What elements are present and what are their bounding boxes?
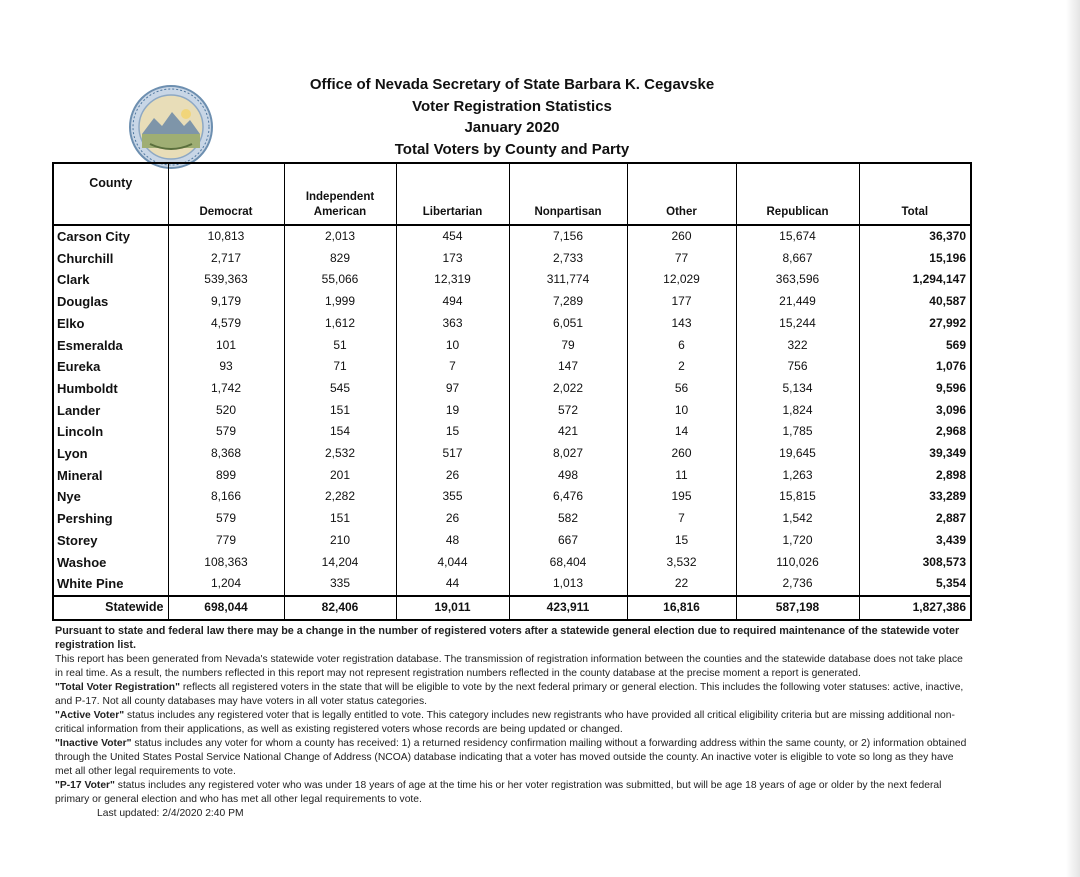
cell-other: 14 bbox=[627, 421, 736, 443]
cell-republican: 8,667 bbox=[736, 248, 859, 270]
table-row bbox=[53, 552, 971, 574]
table-row bbox=[53, 443, 971, 465]
active-voter-term: "Active Voter" bbox=[55, 710, 125, 721]
col-header-democrat: Democrat bbox=[168, 163, 284, 225]
cell-independent-american: 210 bbox=[284, 530, 396, 552]
cell-libertarian: 48 bbox=[396, 530, 509, 552]
report-period: January 2020 bbox=[464, 119, 560, 136]
cell-republican: 1,720 bbox=[736, 530, 859, 552]
cell-total: 308,573 bbox=[859, 552, 971, 574]
cell-democrat: 579 bbox=[168, 421, 284, 443]
cell-other: 10 bbox=[627, 400, 736, 422]
cell-county: Nye bbox=[53, 486, 168, 508]
cell-county: White Pine bbox=[53, 573, 168, 596]
cell-independent-american: 154 bbox=[284, 421, 396, 443]
cell-county: Pershing bbox=[53, 508, 168, 530]
table-row bbox=[53, 313, 971, 335]
col-header-ia-line2: American bbox=[313, 206, 367, 218]
cell-libertarian: 12,319 bbox=[396, 269, 509, 291]
cell-county: Clark bbox=[53, 269, 168, 291]
table-row bbox=[53, 335, 971, 357]
cell-independent-american: 151 bbox=[284, 508, 396, 530]
cell-total: 5,354 bbox=[859, 573, 971, 596]
cell-independent-american: 545 bbox=[284, 378, 396, 400]
cell-nonpartisan: 1,013 bbox=[509, 573, 627, 596]
cell-nonpartisan: 2,733 bbox=[509, 248, 627, 270]
cell-libertarian: 355 bbox=[396, 486, 509, 508]
cell-republican: 15,244 bbox=[736, 313, 859, 335]
cell-republican: 322 bbox=[736, 335, 859, 357]
cell-republican: 587,198 bbox=[736, 596, 859, 620]
cell-total: 27,992 bbox=[859, 313, 971, 335]
voter-registration-table bbox=[52, 162, 972, 621]
table-title: Total Voters by County and Party bbox=[394, 140, 630, 158]
p17-voter-text: status includes any registered voter who was under 18 years of age at the time his or her voter registration was submitted, but will be age 18 years of age or older by the next federal primary or general election and who has met all other legal requirements to vote. bbox=[55, 780, 942, 805]
col-header-total: Total bbox=[859, 163, 971, 225]
page-edge-shadow bbox=[1066, 0, 1080, 877]
cell-independent-american: 51 bbox=[284, 335, 396, 357]
cell-nonpartisan: 7,289 bbox=[509, 291, 627, 313]
cell-total: 39,349 bbox=[859, 443, 971, 465]
cell-independent-american: 2,532 bbox=[284, 443, 396, 465]
cell-democrat: 93 bbox=[168, 356, 284, 378]
cell-democrat: 9,179 bbox=[168, 291, 284, 313]
cell-other: 195 bbox=[627, 486, 736, 508]
table-row bbox=[53, 378, 971, 400]
cell-independent-american: 2,282 bbox=[284, 486, 396, 508]
cell-county: Douglas bbox=[53, 291, 168, 313]
cell-total: 15,196 bbox=[859, 248, 971, 270]
cell-democrat: 4,579 bbox=[168, 313, 284, 335]
cell-independent-american: 829 bbox=[284, 248, 396, 270]
cell-county: Humboldt bbox=[53, 378, 168, 400]
cell-other: 2 bbox=[627, 356, 736, 378]
cell-county: Washoe bbox=[53, 552, 168, 574]
cell-total: 9,596 bbox=[859, 378, 971, 400]
cell-other: 177 bbox=[627, 291, 736, 313]
nevada-state-seal-icon bbox=[128, 84, 214, 170]
table-row bbox=[53, 573, 971, 596]
cell-democrat: 2,717 bbox=[168, 248, 284, 270]
cell-other: 15 bbox=[627, 530, 736, 552]
cell-democrat: 101 bbox=[168, 335, 284, 357]
cell-democrat: 10,813 bbox=[168, 225, 284, 248]
cell-other: 260 bbox=[627, 225, 736, 248]
cell-democrat: 1,204 bbox=[168, 573, 284, 596]
cell-independent-american: 335 bbox=[284, 573, 396, 596]
report-name: Voter Registration Statistics bbox=[412, 97, 612, 115]
cell-nonpartisan: 68,404 bbox=[509, 552, 627, 574]
cell-nonpartisan: 311,774 bbox=[509, 269, 627, 291]
col-header-independent-american bbox=[284, 163, 396, 225]
cell-republican: 1,542 bbox=[736, 508, 859, 530]
cell-libertarian: 454 bbox=[396, 225, 509, 248]
cell-democrat: 8,368 bbox=[168, 443, 284, 465]
cell-democrat: 539,363 bbox=[168, 269, 284, 291]
cell-total: 40,587 bbox=[859, 291, 971, 313]
cell-other: 7 bbox=[627, 508, 736, 530]
cell-nonpartisan: 79 bbox=[509, 335, 627, 357]
cell-libertarian: 15 bbox=[396, 421, 509, 443]
inactive-voter-text: status includes any voter for whom a county has received: 1) a returned residency confirmation mailing without a forwarding address within the same county, or 2) information obtained through the United States Postal Service National Change of Address (NCOA) database indicating that a voter has moved outside the county. An inactive voter is eligible to vote so long as they have met all other legal requirements to vote. bbox=[55, 738, 967, 777]
cell-other: 11 bbox=[627, 465, 736, 487]
col-header-ia-line1: Independent bbox=[305, 191, 375, 203]
cell-republican: 19,645 bbox=[736, 443, 859, 465]
cell-libertarian: 97 bbox=[396, 378, 509, 400]
col-header-other: Other bbox=[627, 163, 736, 225]
cell-republican: 110,026 bbox=[736, 552, 859, 574]
cell-nonpartisan: 498 bbox=[509, 465, 627, 487]
col-header-libertarian: Libertarian bbox=[396, 163, 509, 225]
cell-independent-american: 82,406 bbox=[284, 596, 396, 620]
cell-other: 77 bbox=[627, 248, 736, 270]
last-updated: Last updated: 2/4/2020 2:40 PM bbox=[97, 808, 244, 819]
table-row bbox=[53, 291, 971, 313]
table-row bbox=[53, 356, 971, 378]
cell-other: 143 bbox=[627, 313, 736, 335]
col-header-republican: Republican bbox=[736, 163, 859, 225]
cell-nonpartisan: 8,027 bbox=[509, 443, 627, 465]
cell-independent-american: 55,066 bbox=[284, 269, 396, 291]
total-voter-term: "Total Voter Registration" bbox=[55, 682, 180, 693]
cell-other: 22 bbox=[627, 573, 736, 596]
table-body bbox=[53, 225, 971, 620]
cell-county: Mineral bbox=[53, 465, 168, 487]
cell-total: 2,968 bbox=[859, 421, 971, 443]
cell-nonpartisan: 421 bbox=[509, 421, 627, 443]
cell-democrat: 579 bbox=[168, 508, 284, 530]
cell-republican: 2,736 bbox=[736, 573, 859, 596]
table-row bbox=[53, 269, 971, 291]
cell-total: 33,289 bbox=[859, 486, 971, 508]
cell-total: 1,076 bbox=[859, 356, 971, 378]
cell-democrat: 8,166 bbox=[168, 486, 284, 508]
cell-other: 3,532 bbox=[627, 552, 736, 574]
cell-nonpartisan: 2,022 bbox=[509, 378, 627, 400]
active-voter-definition bbox=[55, 709, 970, 737]
total-voter-text: reflects all registered voters in the state that will be eligible to vote by the next federal primary or general election. This includes the following voter statuses: active, inactive, and P-17. Not all county databases may have voters in all voter status categories. bbox=[55, 682, 964, 707]
cell-nonpartisan: 147 bbox=[509, 356, 627, 378]
cell-total: 1,827,386 bbox=[859, 596, 971, 620]
report-disclaimer: This report has been generated from Nevada's statewide voter registration database. The transmission of registration information between the counties and the statewide database does not take place in real time. As a result, the numbers reflected in this report may not represent registration numbers reflected in the county database at the precise moment a report is generated. bbox=[55, 654, 963, 679]
cell-independent-american: 71 bbox=[284, 356, 396, 378]
cell-other: 16,816 bbox=[627, 596, 736, 620]
col-header-county: County bbox=[53, 163, 168, 225]
table-row bbox=[53, 486, 971, 508]
table-row bbox=[53, 248, 971, 270]
cell-total: 2,898 bbox=[859, 465, 971, 487]
cell-libertarian: 10 bbox=[396, 335, 509, 357]
cell-democrat: 520 bbox=[168, 400, 284, 422]
cell-county: Carson City bbox=[53, 225, 168, 248]
cell-nonpartisan: 6,051 bbox=[509, 313, 627, 335]
cell-total: 3,439 bbox=[859, 530, 971, 552]
table-header-row bbox=[53, 163, 971, 225]
report-title-block bbox=[262, 74, 762, 160]
cell-total: 36,370 bbox=[859, 225, 971, 248]
cell-nonpartisan: 667 bbox=[509, 530, 627, 552]
cell-independent-american: 201 bbox=[284, 465, 396, 487]
cell-democrat: 779 bbox=[168, 530, 284, 552]
p17-voter-definition bbox=[55, 779, 970, 807]
active-voter-text: status includes any registered voter that is legally entitled to vote. This category includes new registrants who have provided all critical eligibility criteria but are missing additional non-critical information from their applications, as well as existing registered voters whose records are being updated or changed. bbox=[55, 710, 955, 735]
cell-republican: 756 bbox=[736, 356, 859, 378]
cell-democrat: 108,363 bbox=[168, 552, 284, 574]
cell-county: Lincoln bbox=[53, 421, 168, 443]
cell-independent-american: 1,999 bbox=[284, 291, 396, 313]
footnotes bbox=[55, 624, 970, 821]
cell-total: 3,096 bbox=[859, 400, 971, 422]
cell-libertarian: 4,044 bbox=[396, 552, 509, 574]
maintenance-notice: Pursuant to state and federal law there may be a change in the number of registered voters after a statewide general election due to required maintenance of the statewide voter registration list. bbox=[55, 625, 960, 651]
cell-total: 2,887 bbox=[859, 508, 971, 530]
cell-independent-american: 14,204 bbox=[284, 552, 396, 574]
cell-county: Storey bbox=[53, 530, 168, 552]
inactive-voter-term: "Inactive Voter" bbox=[55, 738, 132, 749]
cell-republican: 21,449 bbox=[736, 291, 859, 313]
table-row bbox=[53, 530, 971, 552]
cell-republican: 15,674 bbox=[736, 225, 859, 248]
cell-total: 569 bbox=[859, 335, 971, 357]
inactive-voter-definition bbox=[55, 737, 970, 779]
cell-other: 260 bbox=[627, 443, 736, 465]
cell-other: 56 bbox=[627, 378, 736, 400]
cell-total: 1,294,147 bbox=[859, 269, 971, 291]
total-voter-definition bbox=[55, 681, 970, 709]
cell-nonpartisan: 7,156 bbox=[509, 225, 627, 248]
cell-nonpartisan: 423,911 bbox=[509, 596, 627, 620]
office-title: Office of Nevada Secretary of State Barbara K. Cegavske bbox=[309, 76, 715, 93]
table-row bbox=[53, 508, 971, 530]
cell-libertarian: 517 bbox=[396, 443, 509, 465]
cell-other: 6 bbox=[627, 335, 736, 357]
cell-county: Statewide bbox=[53, 596, 168, 620]
cell-libertarian: 363 bbox=[396, 313, 509, 335]
table-row bbox=[53, 225, 971, 248]
cell-republican: 1,263 bbox=[736, 465, 859, 487]
cell-democrat: 899 bbox=[168, 465, 284, 487]
cell-republican: 5,134 bbox=[736, 378, 859, 400]
cell-nonpartisan: 6,476 bbox=[509, 486, 627, 508]
cell-nonpartisan: 582 bbox=[509, 508, 627, 530]
cell-county: Churchill bbox=[53, 248, 168, 270]
table-row bbox=[53, 400, 971, 422]
table-row bbox=[53, 465, 971, 487]
statewide-row bbox=[53, 596, 971, 620]
cell-democrat: 1,742 bbox=[168, 378, 284, 400]
cell-independent-american: 151 bbox=[284, 400, 396, 422]
cell-county: Elko bbox=[53, 313, 168, 335]
cell-republican: 1,824 bbox=[736, 400, 859, 422]
cell-county: Lander bbox=[53, 400, 168, 422]
cell-county: Esmeralda bbox=[53, 335, 168, 357]
cell-republican: 15,815 bbox=[736, 486, 859, 508]
cell-libertarian: 19 bbox=[396, 400, 509, 422]
p17-voter-term: "P-17 Voter" bbox=[55, 780, 115, 791]
cell-county: Lyon bbox=[53, 443, 168, 465]
col-header-nonpartisan: Nonpartisan bbox=[509, 163, 627, 225]
cell-other: 12,029 bbox=[627, 269, 736, 291]
cell-libertarian: 26 bbox=[396, 465, 509, 487]
cell-libertarian: 19,011 bbox=[396, 596, 509, 620]
cell-libertarian: 494 bbox=[396, 291, 509, 313]
cell-nonpartisan: 572 bbox=[509, 400, 627, 422]
cell-independent-american: 1,612 bbox=[284, 313, 396, 335]
cell-libertarian: 44 bbox=[396, 573, 509, 596]
cell-democrat: 698,044 bbox=[168, 596, 284, 620]
cell-libertarian: 7 bbox=[396, 356, 509, 378]
cell-republican: 1,785 bbox=[736, 421, 859, 443]
cell-independent-american: 2,013 bbox=[284, 225, 396, 248]
cell-county: Eureka bbox=[53, 356, 168, 378]
cell-republican: 363,596 bbox=[736, 269, 859, 291]
table-row bbox=[53, 421, 971, 443]
cell-libertarian: 173 bbox=[396, 248, 509, 270]
cell-libertarian: 26 bbox=[396, 508, 509, 530]
